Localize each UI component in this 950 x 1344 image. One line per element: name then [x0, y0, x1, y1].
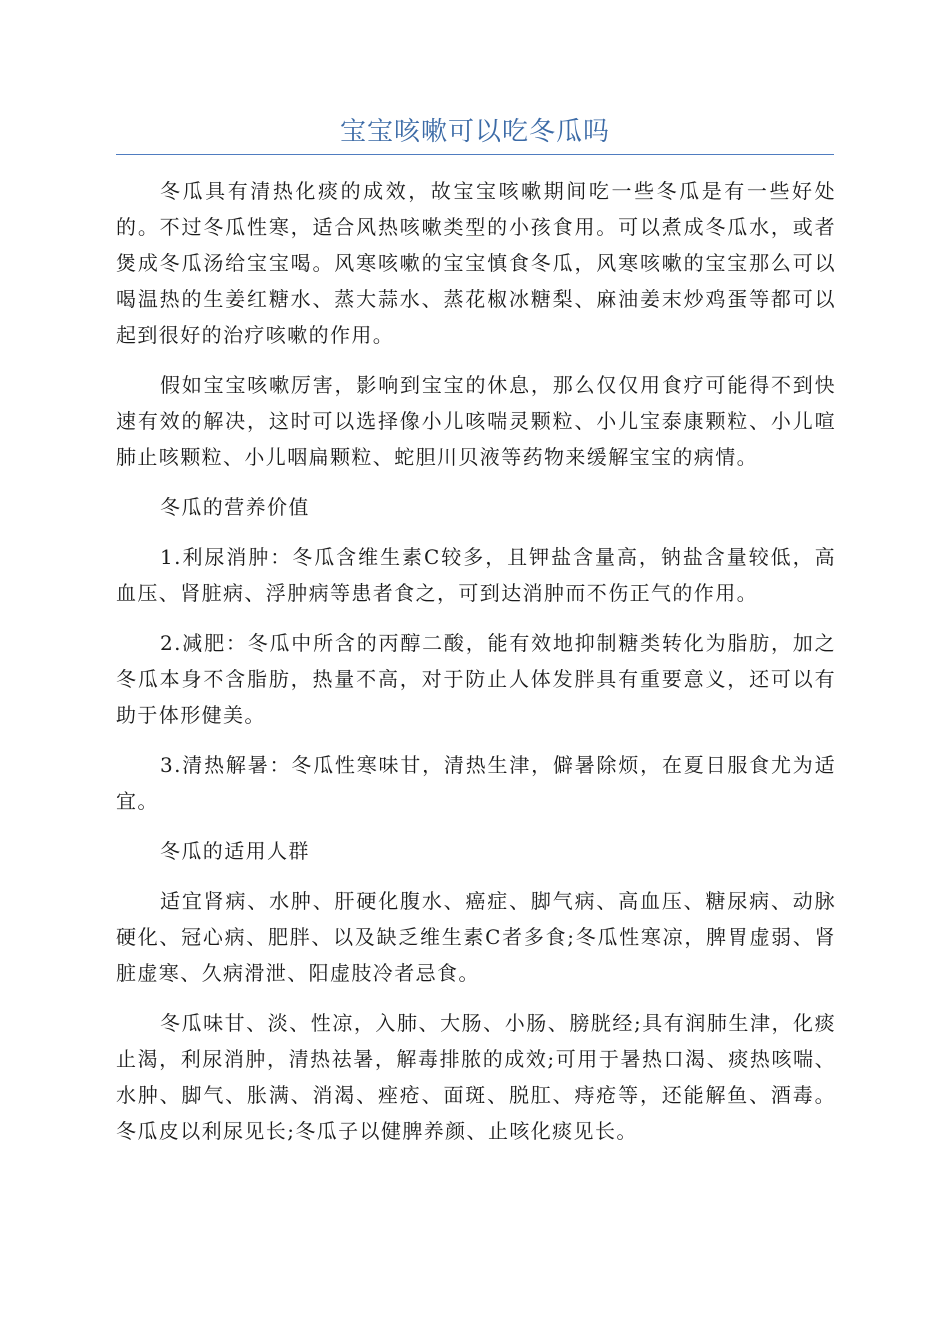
section-heading-nutrition: 冬瓜的营养价值 — [160, 495, 310, 519]
document-body — [116, 173, 836, 1163]
title-underline — [116, 154, 834, 155]
section-heading-suitable-groups: 冬瓜的适用人群 — [160, 839, 310, 863]
list-item-diuretic: 1.利尿消肿：冬瓜含维生素C较多，且钾盐含量高，钠盐含量较低，高血压、肾脏病、浮肿病等患者食之，可到达消肿而不伤正气的作用。 — [116, 545, 836, 605]
page-title: 宝宝咳嗽可以吃冬瓜吗 — [339, 117, 610, 147]
paragraph-intro: 冬瓜具有清热化痰的成效，故宝宝咳嗽期间吃一些冬瓜是有一些好处的。不过冬瓜性寒，适合风热咳嗽类型的小孩食用。可以煮成冬瓜水，或者煲成冬瓜汤给宝宝喝。风寒咳嗽的宝宝慎食冬瓜，风寒咳嗽的宝宝那么可以喝温热的生姜红糖水、蒸大蒜水、蒸花椒冰糖梨、麻油姜末炒鸡蛋等都可以起到很好的治疗咳嗽的作用。 — [116, 179, 836, 347]
paragraph-suitable-groups: 适宜肾病、水肿、肝硬化腹水、癌症、脚气病、高血压、糖尿病、动脉硬化、冠心病、肥胖、以及缺乏维生素C者多食;冬瓜性寒凉，脾胃虚弱、肾脏虚寒、久病滑泄、阳虚肢冷者忌食。 — [116, 889, 836, 985]
list-item-weight-loss: 2.减肥：冬瓜中所含的丙醇二酸，能有效地抑制糖类转化为脂肪，加之冬瓜本身不含脂肪，热量不高，对于防止人体发胖具有重要意义，还可以有助于体形健美。 — [116, 631, 836, 727]
list-item-heat-relief: 3.清热解暑：冬瓜性寒味甘，清热生津，僻暑除烦，在夏日服食尤为适宜。 — [116, 753, 836, 813]
paragraph-medicine: 假如宝宝咳嗽厉害，影响到宝宝的休息，那么仅仅用食疗可能得不到快速有效的解决，这时可以选择像小儿咳喘灵颗粒、小儿宝泰康颗粒、小儿喧肺止咳颗粒、小儿咽扁颗粒、蛇胆川贝液等药物来缓解宝宝的病情。 — [116, 373, 836, 469]
paragraph-properties: 冬瓜味甘、淡、性凉，入肺、大肠、小肠、膀胱经;具有润肺生津，化痰止渴，利尿消肿，清热祛暑，解毒排脓的成效;可用于暑热口渴、痰热咳喘、水肿、脚气、胀满、消渴、痤疮、面斑、脱肛、痔疮等，还能解鱼、酒毒。冬瓜皮以利尿见长;冬瓜子以健脾养颜、止咳化痰见长。 — [116, 1011, 836, 1143]
